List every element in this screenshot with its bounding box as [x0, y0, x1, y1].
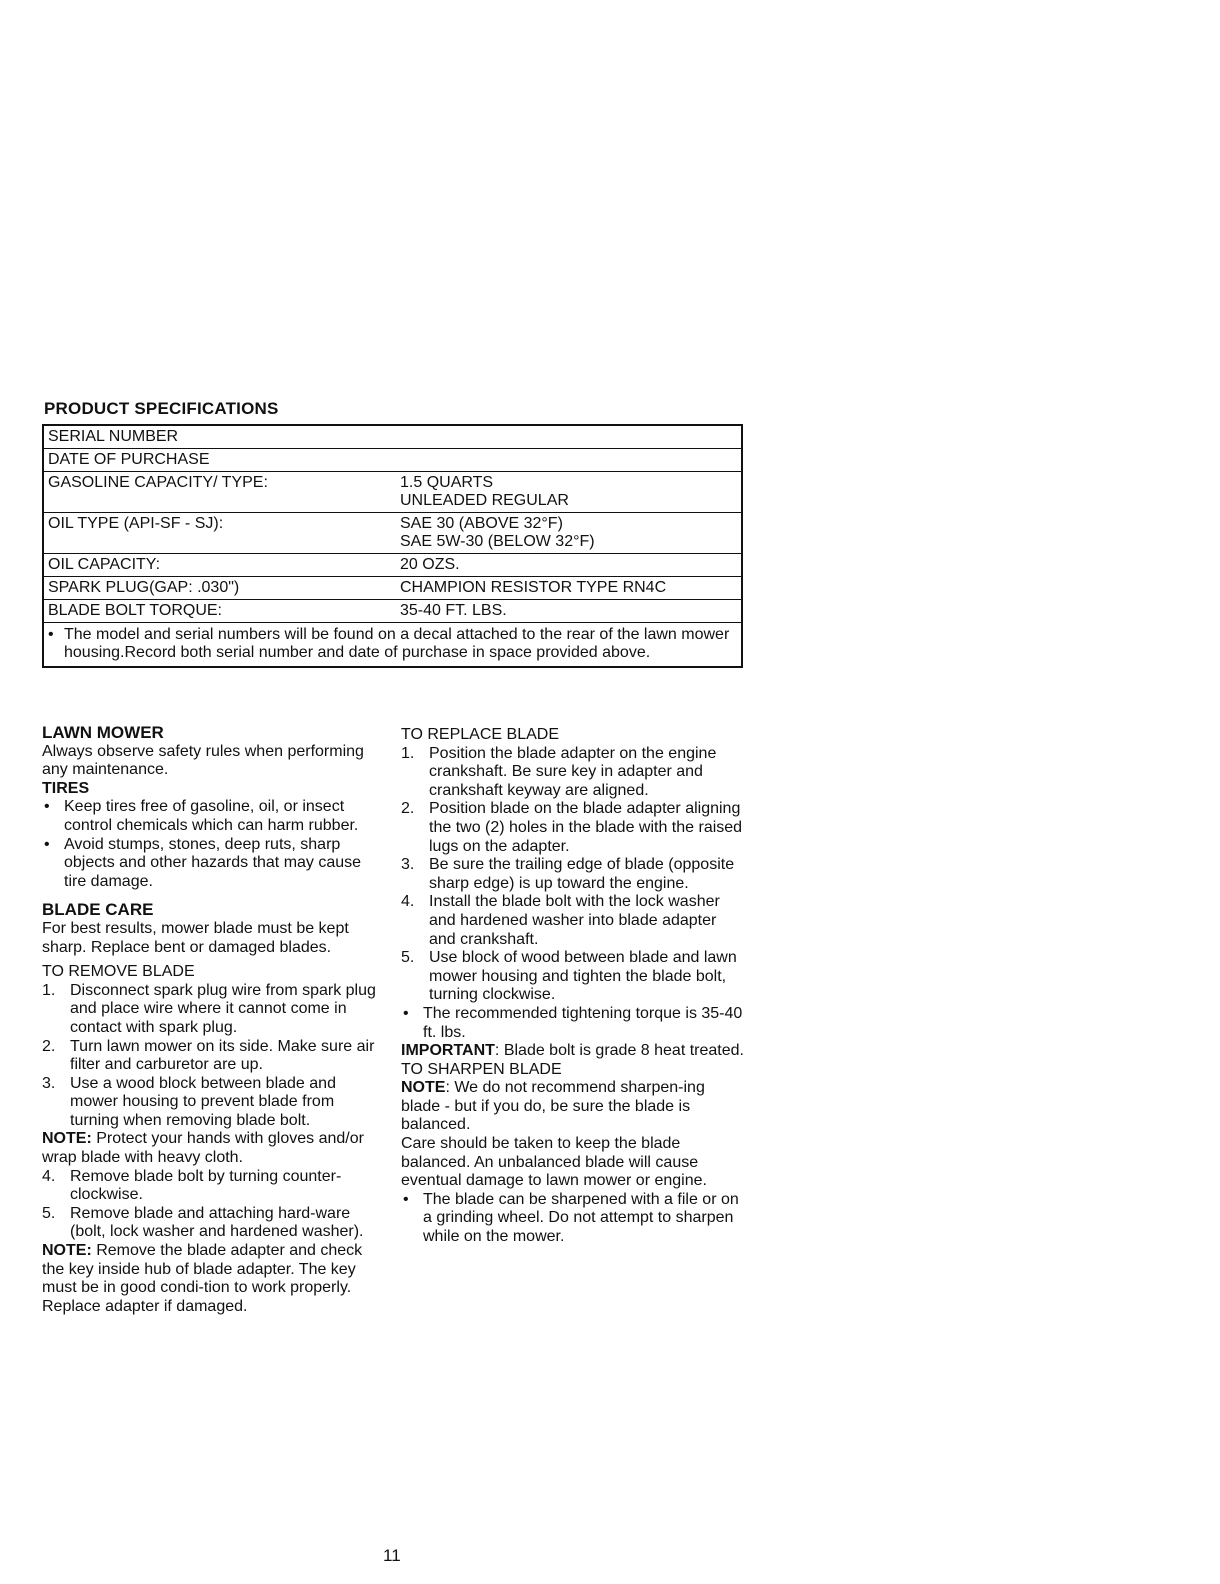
list-item: 4. Install the blade bolt with the lock washer and hardened washer into blade adapter and crankshaft. — [401, 893, 720, 948]
list-item: 2. Position blade on the blade adapter aligning the two (2) holes in the blade with the raised lugs on the adapter. — [401, 800, 743, 855]
spec-note-text: The model and serial numbers will be found on a decal attached to the rear of the lawn mower housing.Record both serial number and date of purchase in space provided above. — [64, 626, 730, 661]
bullet-icon: • — [44, 798, 50, 816]
tires-list — [42, 798, 387, 891]
specs-table — [42, 424, 743, 668]
lawn-mower-intro: Always observe safety rules when performing any maintenance. — [42, 742, 364, 779]
list-item: • Keep tires free of gasoline, oil, or insect control chemicals which can harm rubber. — [44, 798, 359, 834]
spec-note — [44, 623, 741, 666]
list-item: 3. Use a wood block between blade and mower housing to prevent blade from turning when removing blade bolt. — [42, 1074, 336, 1129]
important-note: IMPORTANT: Blade bolt is grade 8 heat treated. — [401, 1042, 744, 1060]
spec-label: DATE OF PURCHASE — [48, 451, 210, 468]
spec-row-oil-type — [44, 513, 741, 554]
list-item: • Avoid stumps, stones, deep ruts, sharp objects and other hazards that may cause tire damage. — [44, 835, 362, 890]
replace-blade-heading: TO REPLACE BLADE — [401, 726, 559, 743]
spec-label: GASOLINE CAPACITY/ TYPE: — [48, 474, 268, 491]
spec-row-gasoline — [44, 472, 741, 513]
note-gloves: NOTE: Protect your hands with gloves and/or wrap blade with heavy cloth. — [42, 1130, 364, 1167]
spec-label: OIL CAPACITY: — [48, 556, 161, 573]
spec-row-oil-capacity — [44, 554, 741, 577]
note-adapter: NOTE: Remove the blade adapter and check the key inside hub of blade adapter. The key must be in good condi-tion to work properly. Replace adapter if damaged. — [42, 1242, 363, 1315]
list-item: 2. Turn lawn mower on its side. Make sure air filter and carburetor are up. — [42, 1037, 375, 1074]
bullet-icon: • — [403, 1190, 409, 1208]
sharpen-care: Care should be taken to keep the blade balanced. An unbalanced blade will cause eventual damage to lawn mower or engine. — [401, 1135, 707, 1190]
blade-care-intro: For best results, mower blade must be kept sharp. Replace bent or damaged blades. — [42, 919, 349, 956]
spec-value: 35-40 FT. LBS. — [400, 602, 507, 619]
lawn-mower-heading: LAWN MOWER — [42, 723, 164, 742]
spec-label: BLADE BOLT TORQUE: — [48, 602, 222, 619]
list-item: 3. Be sure the trailing edge of blade (opposite sharp edge) is up toward the engine. — [401, 856, 735, 892]
blade-care-heading: BLADE CARE — [42, 900, 154, 920]
sharpen-blade-heading: TO SHARPEN BLADE — [401, 1060, 562, 1078]
left-column — [42, 724, 387, 1316]
spec-row-spark-plug — [44, 577, 741, 600]
sharpen-note: NOTE: We do not recommend sharpen-ing blade - but if you do, be sure the blade is balanced. — [401, 1079, 705, 1134]
bullet-icon: • — [48, 626, 54, 643]
spec-label: SPARK PLUG(GAP: .030") — [48, 579, 240, 596]
bullet-icon: • — [403, 1004, 409, 1022]
list-item: 1. Disconnect spark plug wire from spark plug and place wire where it cannot come in contact with spark plug. — [42, 981, 376, 1036]
torque-bullet: • The recommended tightening torque is 35-40 ft. lbs. — [403, 1004, 743, 1041]
remove-steps-a — [42, 982, 387, 1131]
list-item: 5. Remove blade and attaching hard-ware (bolt, lock washer and hardened washer). — [42, 1204, 364, 1241]
replace-steps — [401, 745, 746, 1005]
sharpen-bullet: • The blade can be sharpened with a file or on a grinding wheel. Do not attempt to sharpen while on the mower. — [403, 1190, 739, 1246]
bullet-icon: • — [44, 835, 50, 853]
spec-row-date — [44, 449, 741, 472]
tires-heading: TIRES — [42, 779, 90, 797]
remove-steps-b — [42, 1168, 387, 1242]
specs-title: PRODUCT SPECIFICATIONS — [44, 399, 279, 418]
remove-blade-heading: TO REMOVE BLADE — [42, 963, 195, 981]
right-column — [401, 726, 746, 1247]
spec-value: 1.5 QUARTS UNLEADED REGULAR — [400, 474, 569, 509]
page-number: 11 — [383, 1546, 401, 1565]
list-item: 5. Use block of wood between blade and lawn mower housing and tighten the blade bolt, turning clockwise. — [401, 949, 737, 1004]
spec-value: 20 OZS. — [400, 556, 460, 573]
list-item: 1. Position the blade adapter on the engine crankshaft. Be sure key in adapter and crankshaft keyway are aligned. — [401, 744, 717, 799]
spec-row-serial — [44, 426, 741, 449]
spec-label: SERIAL NUMBER — [48, 428, 179, 445]
spec-label: OIL TYPE (API-SF - SJ): — [48, 515, 224, 532]
spec-row-blade-torque — [44, 600, 741, 623]
spec-value: SAE 30 (ABOVE 32°F) SAE 5W-30 (BELOW 32°F) — [400, 515, 595, 550]
list-item: 4. Remove blade bolt by turning counter-clockwise. — [42, 1167, 342, 1204]
spec-value: CHAMPION RESISTOR TYPE RN4C — [400, 579, 667, 596]
